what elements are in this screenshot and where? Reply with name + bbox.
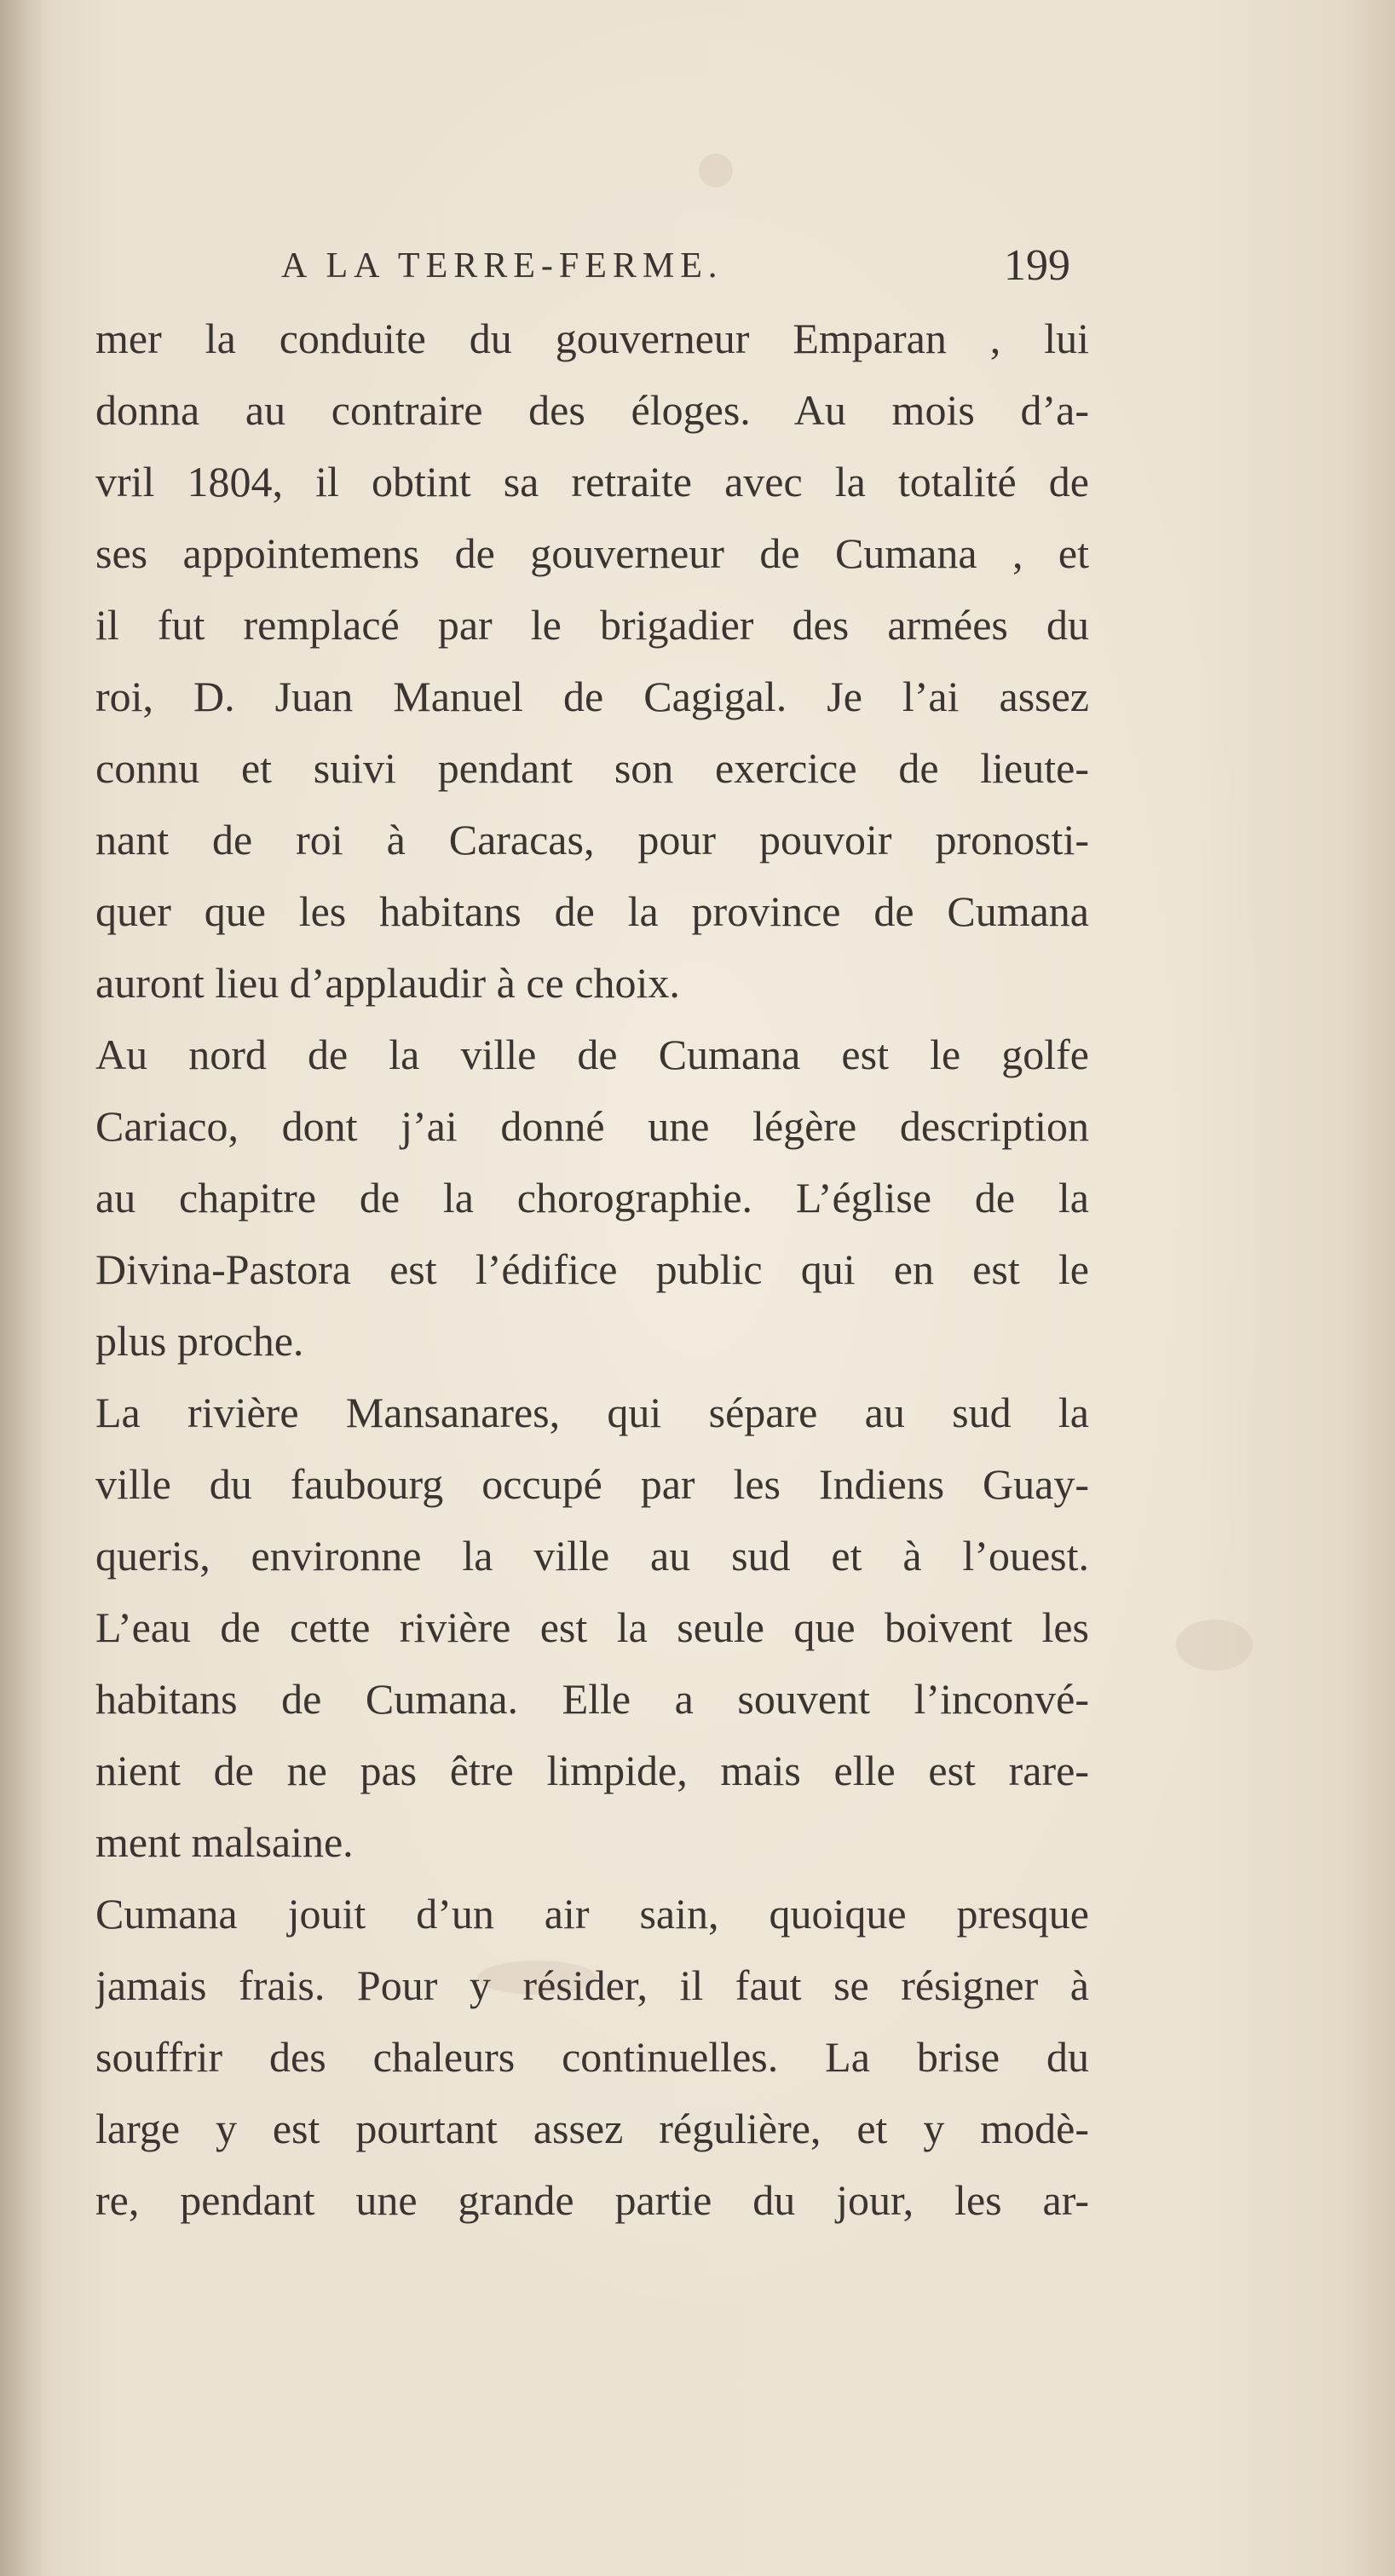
body-text (95, 303, 1089, 2236)
text-line: Cariaco, dont j’ai donné une légère description (95, 1102, 1089, 1150)
text-line: large y est pourtant assez régulière, et y modè- (95, 2105, 1089, 2152)
text-line: donna au contraire des éloges. Au mois d’a- (95, 386, 1089, 434)
text-line: vril 1804, il obtint sa retraite avec la totalité de (95, 458, 1089, 505)
text-line: Divina-Pastora est l’édifice public qui en est le (95, 1245, 1089, 1293)
text-line: L’eau de cette rivière est la seule que boivent les (95, 1603, 1089, 1651)
gutter-shadow (0, 0, 51, 2576)
paper-stain (1176, 1620, 1253, 1671)
text-line: La rivière Mansanares, qui sépare au sud la (95, 1389, 1089, 1436)
text-line: habitans de Cumana. Elle a souvent l’inconvé- (95, 1675, 1089, 1723)
text-line: au chapitre de la chorographie. L’église de la (95, 1174, 1089, 1222)
text-line: plus proche. (95, 1317, 304, 1365)
paper-stain (699, 153, 733, 188)
page-number: 199 (1004, 241, 1070, 290)
text-line: quer que les habitans de la province de Cumana (95, 887, 1089, 935)
text-line: auront lieu d’applaudir à ce choix. (95, 959, 680, 1007)
text-line: ses appointemens de gouverneur de Cumana , et (95, 529, 1089, 577)
text-line: re, pendant une grande partie du jour, les ar- (95, 2176, 1089, 2224)
text-line: ville du faubourg occupé par les Indiens Guay- (95, 1460, 1089, 1508)
text-line: jamais frais. Pour y résider, il faut se résigner à (95, 1961, 1089, 2009)
page-header (0, 240, 1395, 300)
text-line: connu et suivi pendant son exercice de lieute- (95, 744, 1089, 792)
text-line: Cumana jouit d’un air sain, quoique presque (95, 1890, 1089, 1938)
text-line: queris, environne la ville au sud et à l’ouest. (95, 1532, 1089, 1580)
text-line: souffrir des chaleurs continuelles. La brise du (95, 2033, 1089, 2081)
text-line: mer la conduite du gouverneur Emparan , lui (95, 315, 1089, 362)
text-line: roi, D. Juan Manuel de Cagigal. Je l’ai assez (95, 673, 1089, 720)
running-head: A LA TERRE-FERME. (281, 246, 723, 286)
text-line: il fut remplacé par le brigadier des armées du (95, 601, 1089, 649)
text-line: nant de roi à Caracas, pour pouvoir pronosti- (95, 816, 1089, 863)
text-line: ment malsaine. (95, 1818, 354, 1866)
text-line: nient de ne pas être limpide, mais elle est rare- (95, 1747, 1089, 1794)
text-line: Au nord de la ville de Cumana est le golfe (95, 1031, 1089, 1078)
